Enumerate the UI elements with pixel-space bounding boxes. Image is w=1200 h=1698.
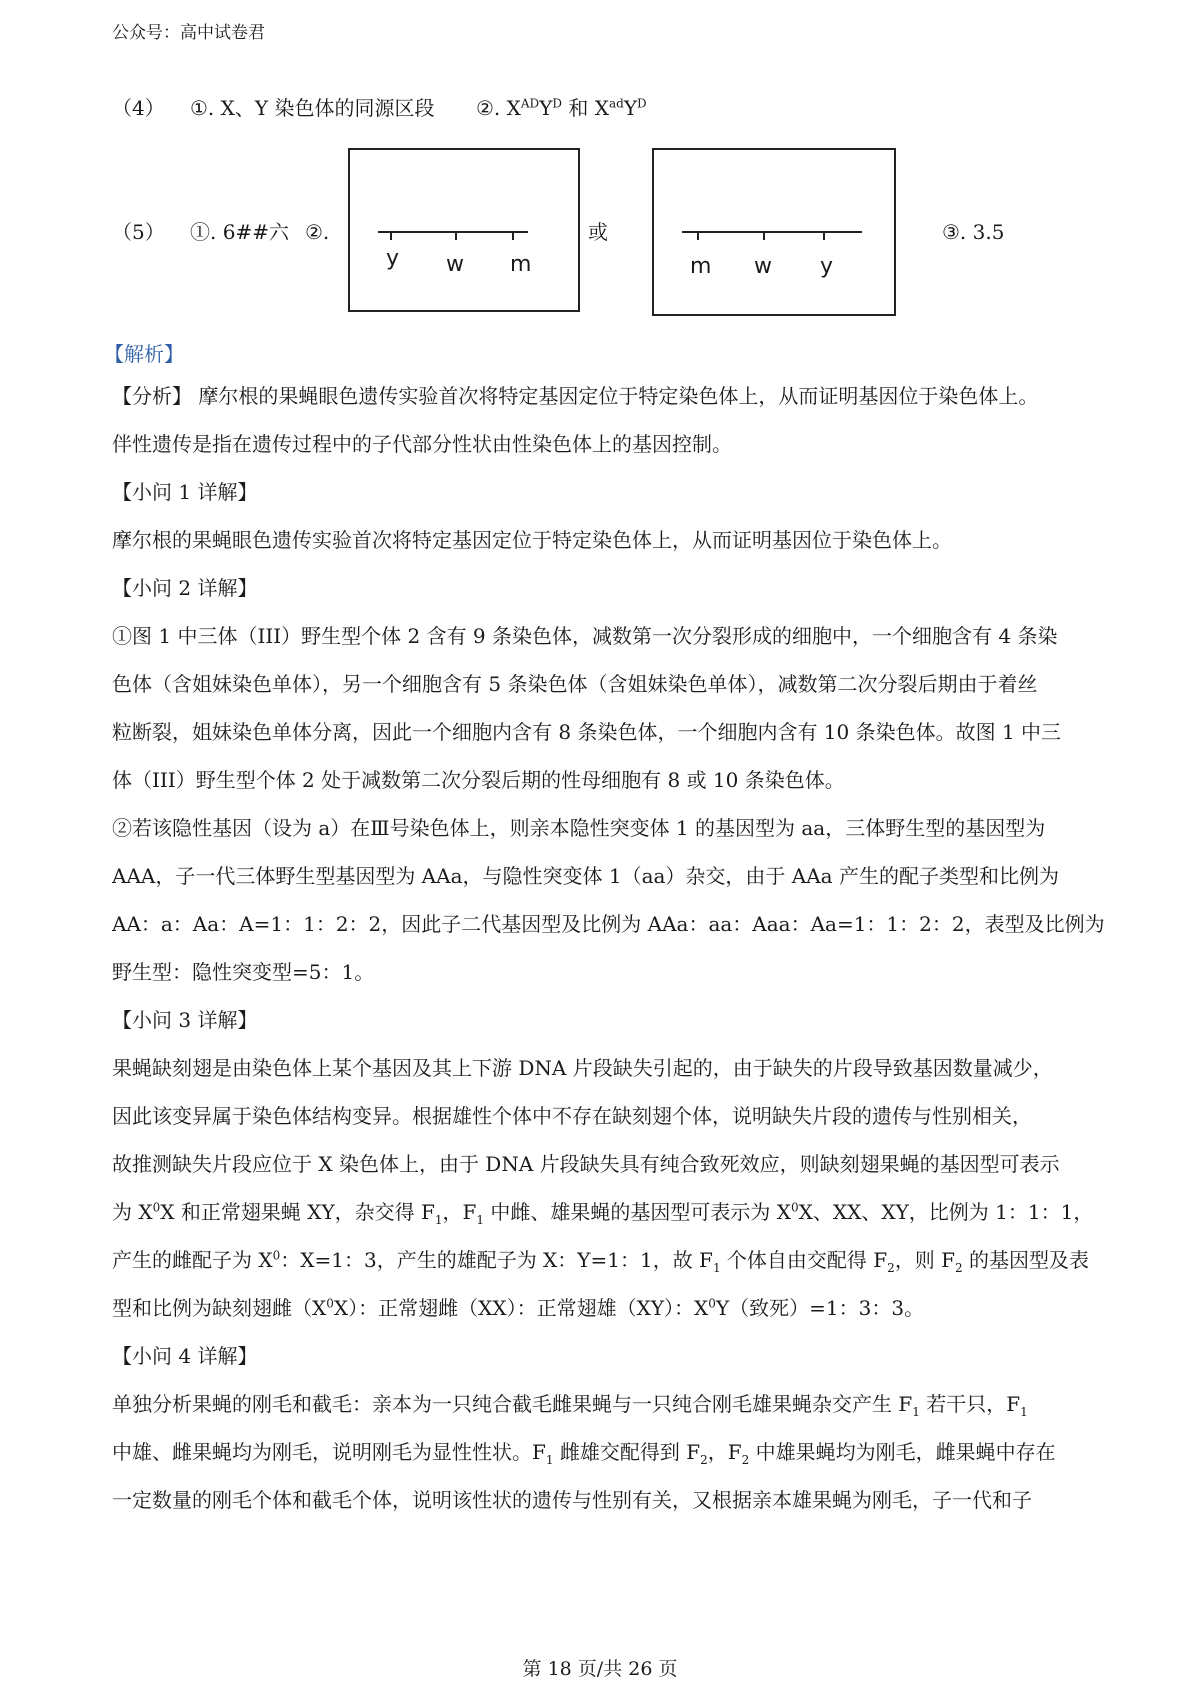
q2-line: AA：a：Aa：A=1：1：2：2，因此子二代基因型及比例为 AAa：aa：Aaa：Aa=1：1：2：2，表型及比例为	[112, 912, 1105, 936]
gene-map-diagram-1	[348, 148, 580, 312]
q4-line: 中雄、雌果蝇均为刚毛，说明刚毛为显性性状。$F_1$ 雌雄交配得到 $F_2$，$F_2$ 中雄果蝇均为刚毛，雌果蝇中存在	[112, 1440, 1056, 1467]
q2-line: AAA，子一代三体野生型基因型为 AAa，与隐性突变体 1（aa）杂交，由于 AAa 产生的配子类型和比例为	[112, 864, 1059, 888]
q3-line: 故推测缺失片段应位于 X 染色体上，由于 DNA 片段缺失具有纯合致死效应，则缺刻翅果蝇的基因型可表示	[112, 1152, 1060, 1176]
answer-4-part1: ①. X、Y 染色体的同源区段	[190, 96, 435, 120]
answer-4-part2: ②. $X^{AD}Y^D$ 和 $X^{ad}Y^D$	[476, 96, 647, 120]
analysis-heading: 【解析】	[104, 342, 184, 366]
q4-line: 单独分析果蝇的刚毛和截毛：亲本为一只纯合截毛雌果蝇与一只纯合刚毛雄果蝇杂交产生 $F_1$ 若干只，$F_1$	[112, 1392, 1028, 1419]
q3-line: 果蝇缺刻翅是由染色体上某个基因及其上下游 DNA 片段缺失引起的，由于缺失的片段导致基因数量减少，	[112, 1056, 1053, 1080]
q2-line: 体（III）野生型个体 2 处于减数第二次分裂后期的性母细胞有 8 或 10 条染色体。	[112, 768, 845, 792]
q2-line: 粒断裂，姐妹染色单体分离，因此一个细胞内含有 8 条染色体，一个细胞内含有 10 条染色体。故图 1 中三	[112, 720, 1062, 744]
q2-line: 野生型：隐性突变型=5：1。	[112, 960, 375, 984]
answer-5-part1: ①. 6##六	[190, 220, 289, 244]
q2-line: ①图 1 中三体（III）野生型个体 2 含有 9 条染色体，减数第一次分裂形成的细胞中，一个细胞含有 4 条染	[112, 624, 1058, 648]
gene-label: w	[754, 254, 772, 279]
answer-5-part3: ③. 3.5	[942, 220, 1005, 244]
gene-label: y	[386, 246, 400, 271]
gene-map-line-1	[350, 150, 578, 310]
q3-heading: 【小问 3 详解】	[112, 1008, 258, 1032]
gene-label: w	[446, 252, 464, 277]
gene-label: y	[820, 254, 834, 279]
gene-map-diagram-2	[652, 148, 896, 316]
fenxi-line: 【分析】 摩尔根的果蝇眼色遗传实验首次将特定基因定位于特定染色体上，从而证明基因位于染色体上。	[112, 384, 1039, 408]
q2-line: ②若该隐性基因（设为 a）在Ⅲ号染色体上，则亲本隐性突变体 1 的基因型为 aa，三体野生型的基因型为	[112, 816, 1046, 840]
q2-line: 色体（含姐妹染色单体），另一个细胞含有 5 条染色体（含姐妹染色单体），减数第二次分裂后期由于着丝	[112, 672, 1038, 696]
gene-label: m	[510, 252, 532, 277]
gene-label: m	[690, 254, 712, 279]
q2-heading: 【小问 2 详解】	[112, 576, 258, 600]
q3-line: 产生的雌配子为 $X^0$：X=1：3，产生的雄配子为 X：Y=1：1，故 $F_1$ 个体自由交配得 $F_2$，则 $F_2$ 的基因型及表	[112, 1248, 1090, 1275]
fenxi-line: 伴性遗传是指在遗传过程中的子代部分性状由性染色体上的基因控制。	[112, 432, 732, 456]
header-account: 公众号：高中试卷君	[112, 23, 265, 43]
q1-heading: 【小问 1 详解】	[112, 480, 258, 504]
answer-4-number: （4）	[112, 96, 165, 120]
page-footer: 第 18 页/共 26 页	[522, 1658, 678, 1680]
answer-5-part2: ②.	[305, 220, 330, 244]
q4-line: 一定数量的刚毛个体和截毛个体，说明该性状的遗传与性别有关，又根据亲本雄果蝇为刚毛，子一代和子	[112, 1488, 1032, 1512]
gene-map-line-2	[654, 150, 894, 314]
answer-5-or: 或	[588, 220, 608, 244]
q3-line: 型和比例为缺刻翅雌$(X^0X)$：正常翅雌（XX）：正常翅雄（XY）：$X^0Y$（致死）=1：3：3。	[112, 1296, 925, 1320]
answer-5-number: （5）	[112, 220, 165, 244]
q4-heading: 【小问 4 详解】	[112, 1344, 258, 1368]
q3-line: 为 $X^0X$ 和正常翅果蝇 XY，杂交得 $F_1$，$F_1$ 中雌、雄果蝇的基因型可表示为 $X^0X$、XX、XY，比例为 1：1：1，	[112, 1200, 1094, 1227]
q3-line: 因此该变异属于染色体结构变异。根据雄性个体中不存在缺刻翅个体，说明缺失片段的遗传与性别相关，	[112, 1104, 1032, 1128]
q1-line: 摩尔根的果蝇眼色遗传实验首次将特定基因定位于特定染色体上，从而证明基因位于染色体上。	[112, 528, 952, 552]
analysis-body	[112, 372, 1105, 1524]
